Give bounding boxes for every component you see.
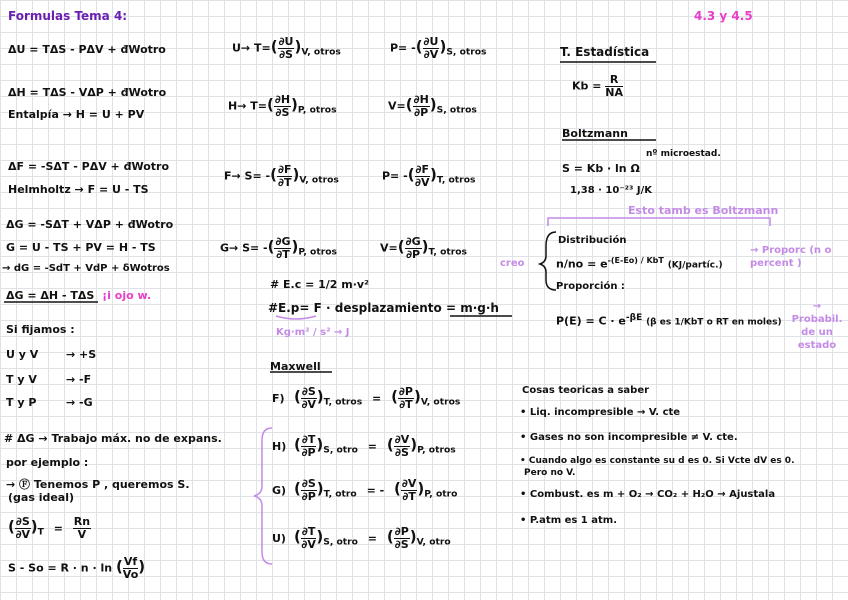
proporc-note: → Proporc (n o percent ) bbox=[750, 245, 832, 269]
deriv-f-p: P= -( $\frac{\partial F}{\partial V}$ )$_{T, otros}$ bbox=[382, 163, 476, 189]
fix-row-uv: U y V → +S bbox=[6, 348, 97, 361]
energia-potencial: #E.p= F · desplazamiento = m·g·h bbox=[268, 301, 499, 315]
maxwell-h: H) ( $\frac{\partial T}{\partial P}$ )$_{S, otro}$ = ( $\frac{\partial V}{\partial S}$ )$_{P, otros}$ bbox=[272, 433, 456, 459]
deriv-f-s: F→ S= -( $\frac{\partial F}{\partial T}$ )$_{V, otros}$ bbox=[224, 163, 339, 189]
distribucion-label: Distribución bbox=[558, 235, 627, 246]
formula-helmholtz: Helmholtz → F = U - TS bbox=[8, 183, 149, 196]
probabil-note: → Probabil. de un estado bbox=[791, 301, 843, 351]
formula-dg-note bbox=[6, 289, 151, 302]
note-constante: • Cuando algo es constante su d es 0. Si Vcte dV es 0. bbox=[520, 456, 795, 466]
tamb-boltzmann-note: Esto tamb es Boltzmann bbox=[628, 204, 779, 217]
formula-dg: ΔG = -SΔT + VΔP + đWotro bbox=[6, 218, 174, 231]
brace-units bbox=[276, 316, 316, 319]
creo-note: creo bbox=[500, 258, 525, 269]
deriv-h-v: V=( $\frac{\partial H}{\partial P}$ )$_{S, otros}$ bbox=[388, 93, 477, 119]
note-constante-cont: Pero no V. bbox=[524, 468, 576, 478]
bracket-tamb bbox=[548, 218, 770, 226]
note-combustion: • Combust. es m + O₂ → CO₂ + H₂O → Ajustala bbox=[520, 489, 776, 500]
formula-df: ΔF = -SΔT - PΔV + đWotro bbox=[8, 160, 170, 173]
cosas-teoricas-heading: Cosas teoricas a saber bbox=[522, 385, 650, 396]
fix-row-tv: T y V → -F bbox=[6, 373, 92, 386]
deriv-g-s: G→ S= -( $\frac{\partial G}{\partial T}$ )$_{P, otros}$ bbox=[220, 235, 337, 261]
formula-dsdv: ( $\frac{\partial S}{\partial V}$ )$_T$ = $\frac{Rn}{V}$ bbox=[8, 515, 91, 541]
dg-note-formula: ΔG = ΔH - TΔS bbox=[6, 289, 95, 302]
boltzmann-heading: Boltzmann bbox=[562, 127, 628, 140]
si-fijamos: Si fijamos : bbox=[6, 323, 75, 336]
maxwell-title: Maxwell bbox=[270, 360, 321, 373]
note-liquido: • Liq. incompresible → V. cte bbox=[520, 407, 681, 418]
boltzmann-entropy: S = Kb · ln Ω bbox=[562, 162, 640, 175]
trabajo-max: # ΔG → Trabajo máx. no de expans. bbox=[4, 432, 222, 445]
formula-gibbs: G = U - TS + PV = H - TS bbox=[6, 241, 156, 254]
deriv-u-t: U→ T=( $\frac{\partial U}{\partial S}$ )$_{V, otros}$ bbox=[232, 35, 341, 61]
deriv-g-v: V=( $\frac{\partial G}{\partial P}$ )$_{T, otros}$ bbox=[380, 235, 467, 261]
maxwell-u: U) ( $\frac{\partial T}{\partial V}$ )$_{S, otro}$ = ( $\frac{\partial P}{\partial S}$ )$_{V, otro}$ bbox=[272, 525, 451, 551]
formula-entalpia: Entalpía → H = U + PV bbox=[8, 108, 145, 121]
page-title: Formulas Tema 4: bbox=[8, 9, 128, 23]
proporcion-label: Proporción : bbox=[556, 281, 625, 292]
formula-entropy-change: S - So = R · n · ln ( $\frac{Vf}{Vo}$ ) bbox=[8, 555, 146, 581]
units-joule: Kg·m² / s² → J bbox=[276, 327, 350, 338]
t-estadistica-heading: T. Estadística bbox=[560, 45, 650, 59]
ejemplo-tenemos: → Ⓕ Tenemos P , queremos S. bbox=[6, 478, 190, 491]
energia-cinetica: # E.c = 1/2 m·v² bbox=[270, 278, 369, 291]
fix-row-tp: T y P → -G bbox=[6, 396, 93, 409]
formula-dg-diff: → dG = -SdT + VdP + δWotros bbox=[2, 263, 170, 274]
dg-note-warning: ¡i ojo w. bbox=[102, 289, 152, 302]
chapter-ref: 4.3 y 4.5 bbox=[694, 9, 753, 23]
brace-maxwell bbox=[254, 428, 272, 564]
kb-formula: Kb = $\frac{R}{NA}$ bbox=[572, 73, 624, 99]
probabilidad-formula: $P(E) = C \cdot e^{-\beta E}$ (β es 1/KbT o RT en moles) bbox=[556, 313, 782, 328]
ejemplo-gas-ideal: (gas ideal) bbox=[8, 491, 75, 504]
note-gases: • Gases no son incompresible ≠ V. cte. bbox=[520, 432, 738, 443]
formula-dh: ΔH = TΔS - VΔP + đWotro bbox=[8, 86, 167, 99]
distribucion-formula: $n/no = e^{-(E-Eo) / KbT}$ (KJ/partíc.) bbox=[556, 256, 723, 271]
por-ejemplo: por ejemplo : bbox=[6, 456, 89, 469]
maxwell-f: F) ( $\frac{\partial S}{\partial V}$ )$_{T, otros}$ = ( $\frac{\partial P}{\partial T}$ )$_{V, otros}$ bbox=[272, 385, 461, 411]
microestados-note: nº microestad. bbox=[646, 149, 721, 159]
maxwell-g: G) ( $\frac{\partial S}{\partial P}$ )$_{T, otro}$ = - ( $\frac{\partial V}{\partial T}$ )$_{P, otro}$ bbox=[272, 477, 458, 503]
deriv-u-p: P= -( $\frac{\partial U}{\partial V}$ )$_{S, otros}$ bbox=[390, 35, 487, 61]
brace-boltzmann bbox=[540, 232, 556, 290]
note-patm: • P.atm es 1 atm. bbox=[520, 515, 617, 526]
formula-du: ΔU = TΔS - PΔV + đWotro bbox=[8, 43, 166, 56]
deriv-h-t: H→ T=( $\frac{\partial H}{\partial S}$ )$_{P, otros}$ bbox=[228, 93, 337, 119]
kb-value: 1,38 · 10⁻²³ J/K bbox=[570, 185, 652, 196]
